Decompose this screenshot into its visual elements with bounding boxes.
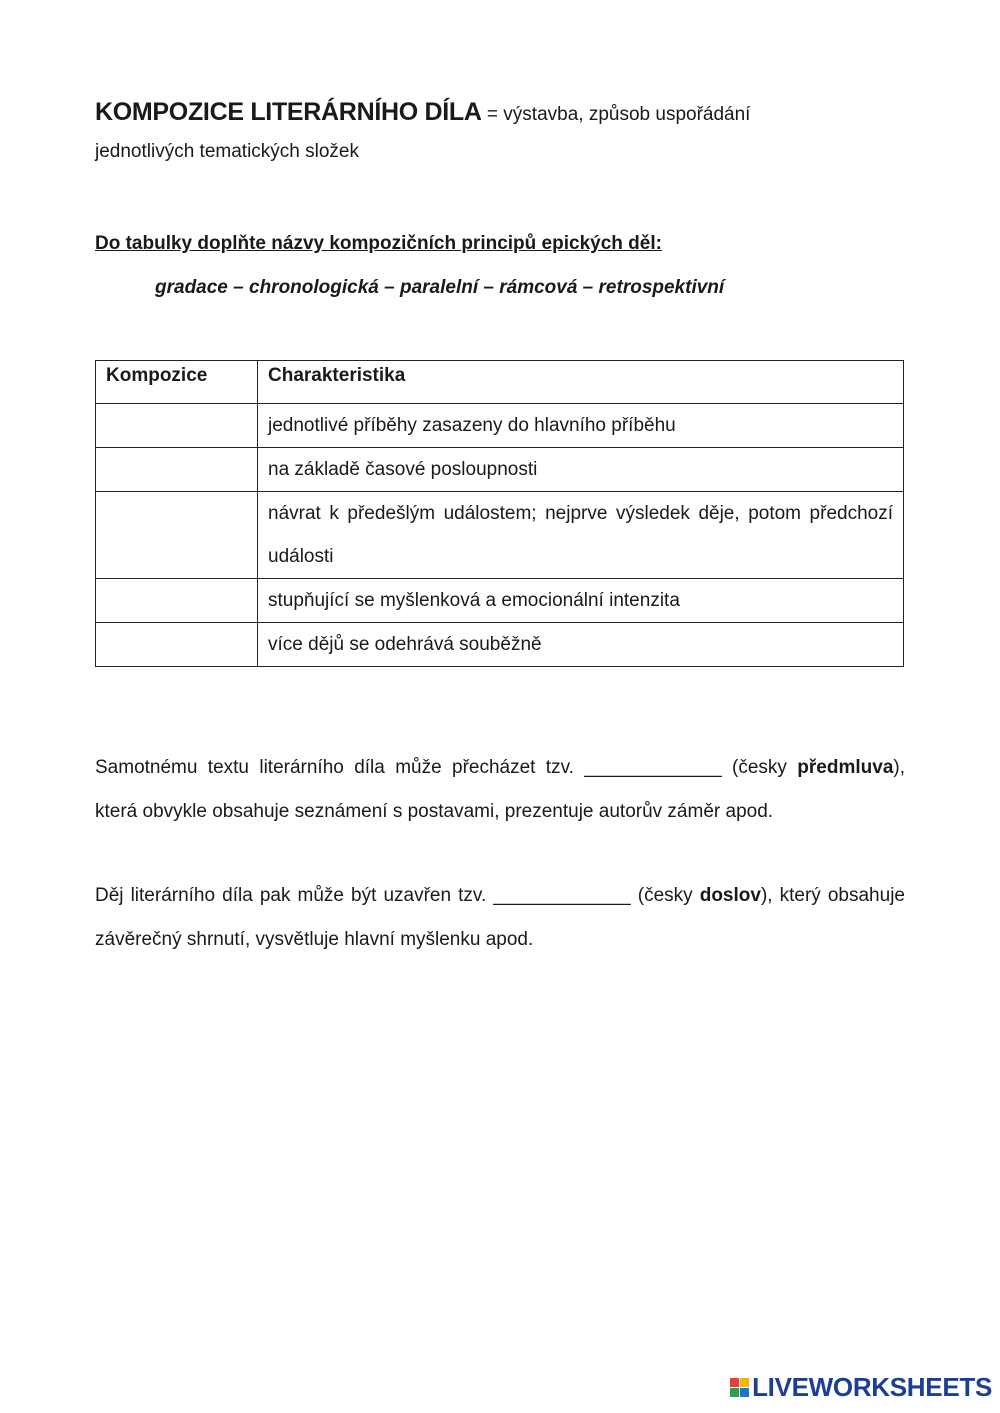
answer-cell-2[interactable] [96, 448, 258, 492]
page-title: KOMPOZICE LITERÁRNÍHO DÍLA [95, 98, 482, 126]
composition-table [95, 360, 904, 667]
bold-term: předmluva [797, 757, 894, 778]
table-row [96, 448, 904, 492]
answer-options: gradace – chronologická – paralelní – rámcová – retrospektivní [155, 277, 725, 298]
characteristic-cell: návrat k předešlým událostem; nejprve výsledek děje, potom předchozí události [258, 492, 904, 579]
header [95, 98, 750, 127]
title-definition: = výstavba, způsob uspořádání [481, 104, 751, 125]
answer-cell-3[interactable] [96, 492, 258, 579]
paragraph-text: ), která obvykle obsahuje seznámení s postavami, prezentuje autorův záměr apod. [95, 757, 905, 822]
table-row [96, 404, 904, 448]
liveworksheets-logo [730, 1372, 992, 1403]
title-definition-continued: jednotlivých tematických složek [95, 141, 359, 162]
answer-cell-5[interactable] [96, 623, 258, 667]
column-header-charakteristika: Charakteristika [258, 361, 904, 404]
logo-icon [730, 1378, 749, 1397]
characteristic-cell: jednotlivé příběhy zasazeny do hlavního příběhu [258, 404, 904, 448]
table-header-row [96, 361, 904, 404]
table-row [96, 623, 904, 667]
characteristic-cell: více dějů se odehrává souběžně [258, 623, 904, 667]
column-header-kompozice: Kompozice [96, 361, 258, 404]
paragraph-predmluva [95, 746, 905, 833]
logo-text: LIVEWORKSHEETS [752, 1372, 992, 1402]
table-row [96, 579, 904, 623]
task-instruction: Do tabulky doplňte názvy kompozičních principů epických děl: [95, 233, 662, 254]
paragraph-doslov [95, 874, 905, 961]
characteristic-cell: stupňující se myšlenková a emocionální intenzita [258, 579, 904, 623]
bold-term: doslov [699, 885, 761, 906]
answer-cell-4[interactable] [96, 579, 258, 623]
paragraph-text: Děj literárního díla pak může být uzavřen tzv. _____________ (česky [95, 885, 700, 906]
characteristic-cell: na základě časové posloupnosti [258, 448, 904, 492]
table-row [96, 492, 904, 579]
paragraph-text: ), který obsahuje závěrečný shrnutí, vysvětluje hlavní myšlenku apod. [95, 885, 905, 950]
answer-cell-1[interactable] [96, 404, 258, 448]
paragraph-text: Samotnému textu literárního díla může přecházet tzv. _____________ (česky [95, 757, 798, 778]
